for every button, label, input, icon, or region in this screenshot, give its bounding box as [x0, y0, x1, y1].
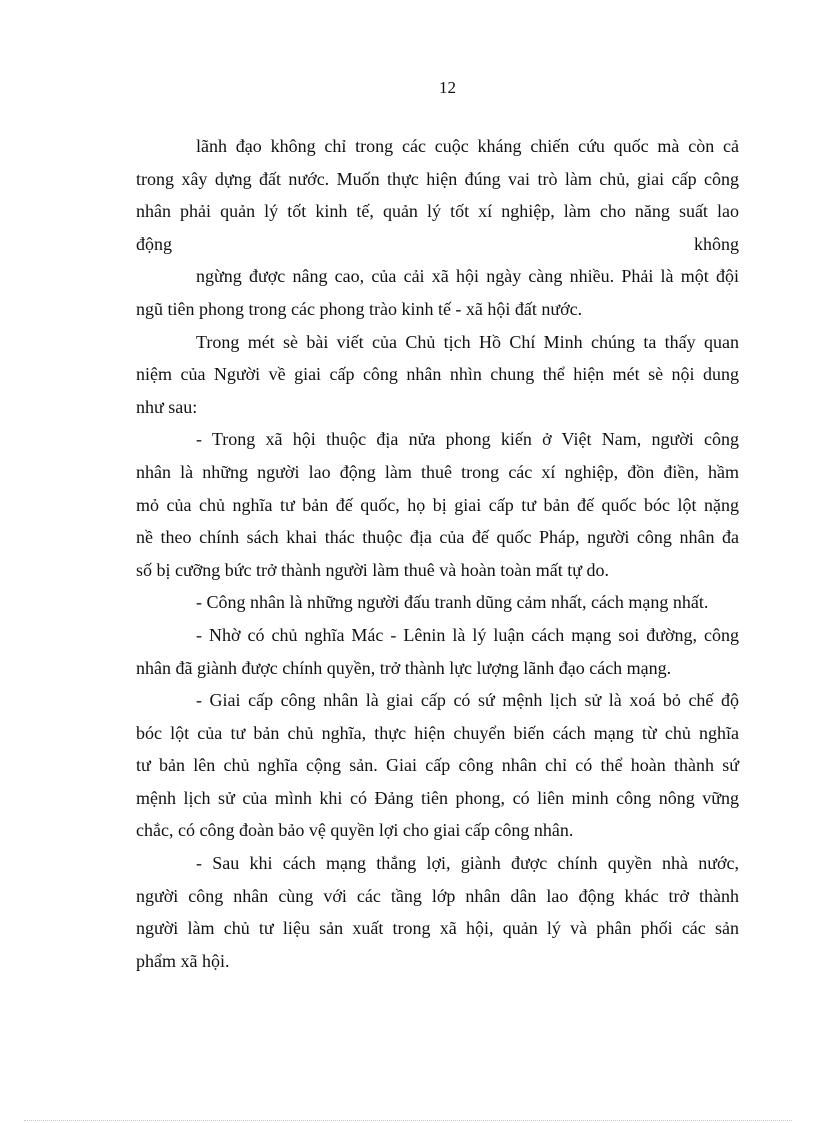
text-line: động không — [136, 233, 739, 254]
page-bottom-divider — [24, 1120, 792, 1121]
text-line: ngừng được nâng cao, của cải xã hội ngày càng nhiều. Phải là một đội — [196, 266, 739, 287]
text-line: chắc, có công đoàn bảo vệ quyền lợi cho giai cấp công nhân. — [136, 820, 574, 841]
text-line: nề theo chính sách khai thác thuộc địa của đế quốc Pháp, người công nhân đa — [136, 527, 739, 548]
page-number: 12 — [439, 78, 456, 97]
text-line: lãnh đạo không chỉ trong các cuộc kháng chiến cứu quốc mà còn cả — [196, 136, 739, 156]
text-line: ngũ tiên phong trong các phong trào kinh tế - xã hội đất nước. — [136, 298, 583, 319]
text-line: Trong mét sè bài viết của Chủ tịch Hồ Chí Minh chúng ta thấy quan — [196, 331, 739, 352]
text-line: - Trong xã hội thuộc địa nửa phong kiến ở Việt Nam, người công — [196, 429, 739, 450]
text-line: - Giai cấp công nhân là giai cấp có sứ mệnh lịch sử là xoá bỏ chế độ — [196, 690, 739, 711]
text-line: người làm chủ tư liệu sản xuất trong xã hội, quản lý và phân phối các sản — [136, 918, 739, 939]
body-text — [136, 130, 739, 977]
text-line: bóc lột của tư bản chủ nghĩa, thực hiện chuyển biến cách mạng từ chủ nghĩa — [136, 722, 739, 743]
text-line: nhân phải quản lý tốt kinh tế, quản lý tốt xí nghiệp, làm cho năng suất lao — [136, 201, 739, 222]
text-line: trong xây dựng đất nước. Muốn thực hiện đúng vai trò làm chủ, giai cấp công — [136, 168, 739, 189]
text-line: - Công nhân là những người đấu tranh dũng cảm nhất, cách mạng nhất. — [196, 592, 709, 613]
text-line: mỏ của chủ nghĩa tư bản đế quốc, họ bị giai cấp tư bản đế quốc bóc lột nặng — [136, 494, 739, 515]
text-line: mệnh lịch sử của mình khi có Đảng tiên phong, có liên minh công nông vững — [136, 787, 739, 808]
text-line: số bị cưỡng bức trở thành người làm thuê và hoàn toàn mất tự do. — [136, 559, 609, 580]
text-line: - Nhờ có chủ nghĩa Mác - Lênin là lý luận cách mạng soi đường, công — [196, 624, 739, 645]
text-line: tư bản lên chủ nghĩa cộng sản. Giai cấp công nhân chỉ có thể hoàn thành sứ — [136, 755, 739, 776]
text-line: niệm của Người về giai cấp công nhân nhìn chung thể hiện mét sè nội dung — [136, 364, 739, 385]
text-line: người công nhân cùng với các tầng lớp nhân dân lao động khác trở thành — [136, 885, 739, 906]
text-line: nhân đã giành được chính quyền, trở thành lực lượng lãnh đạo cách mạng. — [136, 657, 672, 678]
text-line: phẩm xã hội. — [136, 950, 230, 971]
text-line: như sau: — [136, 396, 198, 417]
text-line: nhân là những người lao động làm thuê trong các xí nghiệp, đồn điền, hầm — [136, 461, 739, 482]
text-line: - Sau khi cách mạng thắng lợi, giành được chính quyền nhà nước, — [196, 853, 739, 874]
